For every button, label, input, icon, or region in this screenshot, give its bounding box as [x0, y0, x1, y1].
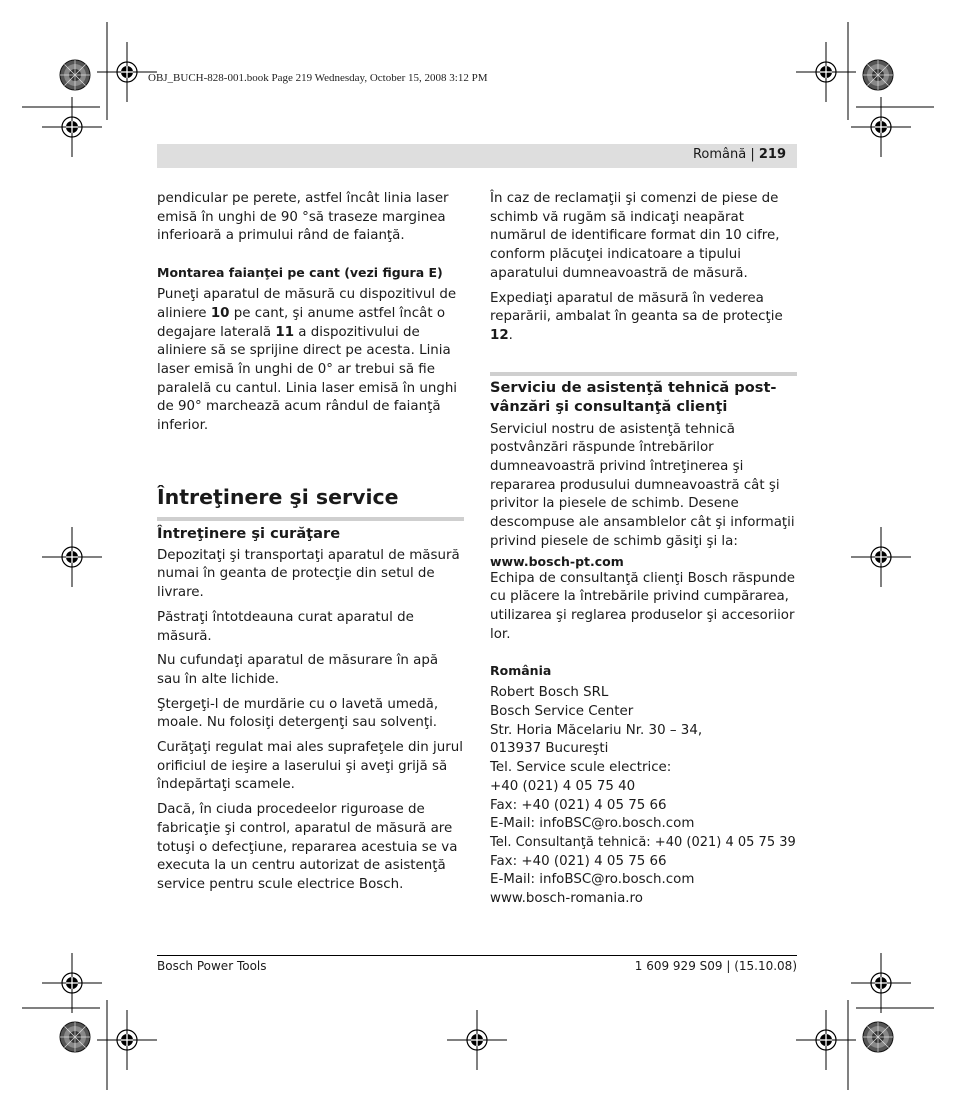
care-paragraph: Dacă, în ciuda procedeelor riguroase de fabricaţie şi control, aparatul de măsură are totuşi o defecţiune, repararea acestuia se va executa la un centru autorizat de asistenţă service pentru scule electrice Bosch. [157, 802, 458, 892]
left-column [157, 190, 464, 895]
address-line: Bosch Service Center [490, 704, 634, 720]
footer-brand: Bosch Power Tools [157, 959, 267, 973]
faianta-heading: Montarea faianţei pe cant (vezi figura E) [157, 265, 443, 281]
advice-paragraph: Echipa de consultanţă clienţi Bosch răspunde cu plăcere la întrebările privind cumpărarea, utilizarea şi reglarea produselor şi accesoriior lor. [490, 570, 795, 642]
address-line: E-Mail: infoBSC@ro.bosch.com [490, 872, 695, 888]
part-number-11: 11 [275, 324, 295, 340]
page-header [157, 144, 797, 168]
address-line: Str. Horia Măcelariu Nr. 30 – 34, [490, 722, 703, 738]
footer-doc-number: 1 609 929 S09 | (15.10.08) [634, 959, 797, 973]
service-paragraph: Serviciul nostru de asistenţă tehnică postvânzări răspunde întrebărilor dumneavoastră privind întreţinerea şi repararea produsului dumneavoastră cât şi privitor la piesele de schimb. Desene descompuse ale ansamblelor cât şi informaţii privind piesele de schimb găsiţi şi la: [490, 421, 795, 549]
address-line: +40 (021) 4 05 75 40 [490, 778, 636, 794]
address-line: www.bosch-romania.ro [490, 891, 643, 907]
page-number: 219 [758, 147, 786, 162]
section-rule [157, 517, 464, 521]
care-paragraph: Ştergeţi-l de murdărie cu o lavetă umedă, moale. Nu folosiţi detergenţi sau solvenţi. [157, 696, 439, 731]
service-heading: Serviciu de asistenţă tehnică post- vânzări şi consultanţă clienţi [490, 378, 777, 415]
shipping-paragraph: Expediaţi aparatul de măsură în vederea reparării, ambalat în geanta sa de protecţie 12. [490, 290, 783, 343]
address-line: Tel. Service scule electrice: [490, 760, 672, 776]
address-line: Tel. Consultanţă tehnică: +40 (021) 4 05 75 39 [490, 834, 796, 850]
care-paragraph: Curăţaţi regulat mai ales suprafeţele din jurul orificiul de ieşire a laserului şi aveţi grijă să îndepărtaţi scamele. [157, 740, 463, 793]
complaints-paragraph: În caz de reclamaţii şi comenzi de piese de schimb vă rugăm să indicaţi neapărat numărul de identificare format din 10 cifre, conform plăcuţei indicatoare a tipului aparatului dumneavoastră de măsură. [490, 191, 780, 281]
part-number-12: 12 [490, 327, 509, 343]
section-title: Întreţinere şi service [157, 484, 399, 509]
care-paragraph: Păstraţi întotdeauna curat aparatul de măsură. [157, 609, 414, 644]
country-heading: România [490, 663, 552, 679]
address-line: Robert Bosch SRL [490, 685, 609, 701]
care-paragraph: Nu cufundaţi aparatul de măsurare în apă sau în alte lichide. [157, 653, 439, 687]
address-line: 013937 Bucureşti [490, 741, 609, 757]
header-language: Română | 219 [692, 147, 786, 162]
subsection-title: Întreţinere şi curăţare [157, 524, 341, 542]
service-rule [490, 372, 797, 376]
address-line: Fax: +40 (021) 4 05 75 66 [490, 797, 667, 813]
address-line: E-Mail: infoBSC@ro.bosch.com [490, 816, 695, 832]
address-block [490, 684, 797, 908]
footer-rule [157, 955, 797, 956]
address-line: Fax: +40 (021) 4 05 75 66 [490, 853, 667, 869]
care-paragraph: Depozitaţi şi transportaţi aparatul de măsură numai în geanta de protecţie din setul de livrare. [157, 547, 460, 601]
print-slug: OBJ_BUCH-828-001.book Page 219 Wednesday, October 15, 2008 3:12 PM [148, 72, 488, 84]
intro-paragraph: pendicular pe perete, astfel încât linia laser emisă în unghi de 90 °să traseze marginea inferioară a primului rând de faianţă. [157, 191, 449, 244]
faianta-paragraph: Puneţi aparatul de măsură cu dispozitivul de aliniere 10 pe cant, şi anume astfel încât o degajare laterală 11 a dispozitivului de aliniere să se sprijine direct pe acesta. Linia laser emisă în unghi de 0° ar trebui să fie paralelă cu cantul. Linia laser emisă în unghi de 90° marchează acum rândul de faianţă inferior. [157, 287, 458, 434]
service-url[interactable]: www.bosch-pt.com [490, 553, 624, 569]
part-number-10: 10 [210, 305, 230, 321]
right-column [490, 190, 797, 909]
